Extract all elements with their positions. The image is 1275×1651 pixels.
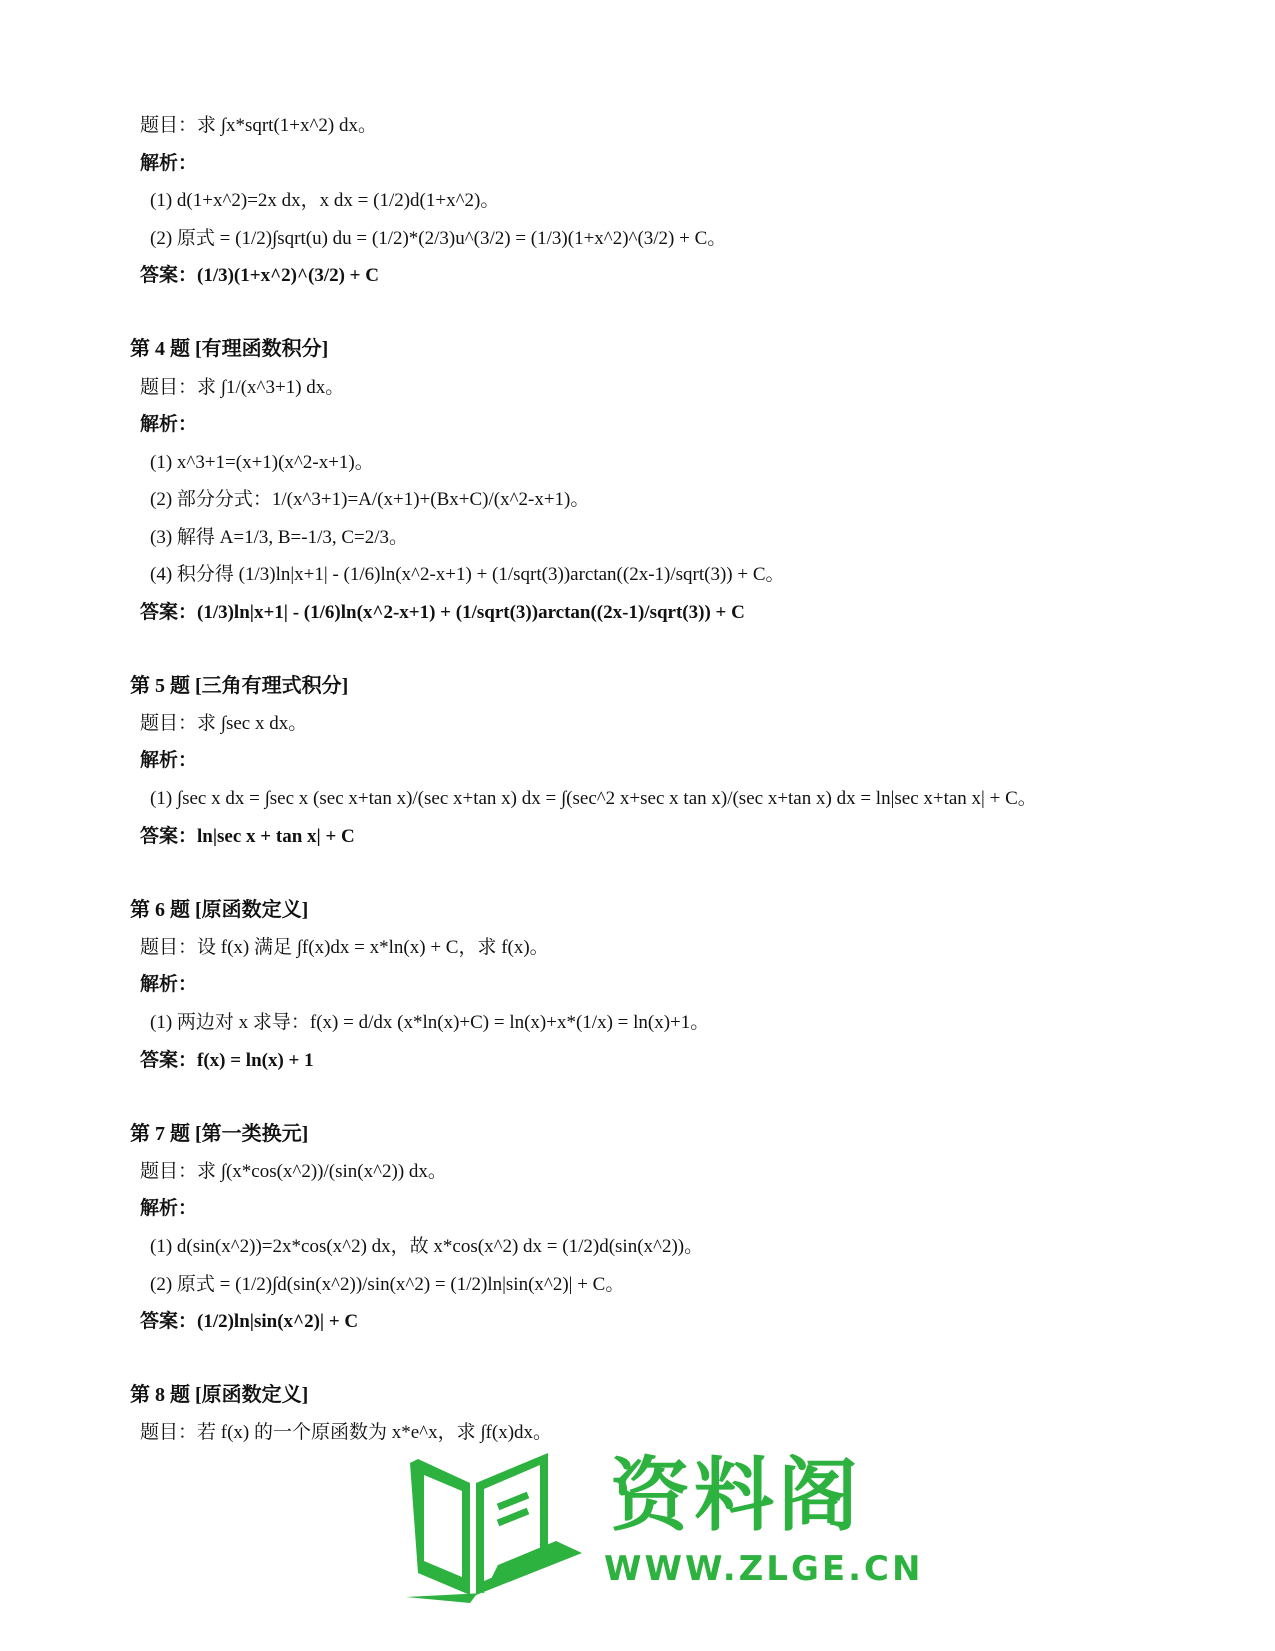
q3-step-2: (2) 原式 = (1/2)∫sqrt(u) du = (1/2)*(2/3)u^(3/2) = (1/3)(1+x^2)^(3/2) + C。 bbox=[150, 228, 727, 249]
q8-problem: 题目：若 f(x) 的一个原函数为 x*e^x，求 ∫f(x)dx。 bbox=[140, 1422, 553, 1443]
q3-problem: 题目：求 ∫x*sqrt(1+x^2) dx。 bbox=[140, 115, 377, 136]
watermark-url: WWW.ZLGE.CN bbox=[604, 1549, 924, 1589]
watermark bbox=[398, 1445, 924, 1605]
q5-step-1: (1) ∫sec x dx = ∫sec x (sec x+tan x)/(sec x+tan x) dx = ∫(sec^2 x+sec x tan x)/(sec x+tan x) dx = ln|sec x+tan x| + C。 bbox=[150, 788, 1037, 809]
q6-step-1: (1) 两边对 x 求导：f(x) = d/dx (x*ln(x)+C) = ln(x)+x*(1/x) = ln(x)+1。 bbox=[150, 1012, 710, 1033]
q7-step-2: (2) 原式 = (1/2)∫d(sin(x^2))/sin(x^2) = (1/2)ln|sin(x^2)| + C。 bbox=[150, 1274, 625, 1295]
q7-problem: 题目：求 ∫(x*cos(x^2))/(sin(x^2)) dx。 bbox=[140, 1161, 447, 1182]
q4-heading: 第 4 题 [有理函数积分] bbox=[130, 338, 329, 360]
book-logo-icon bbox=[398, 1445, 598, 1605]
q4-step-2: (2) 部分分式：1/(x^3+1)=A/(x+1)+(Bx+C)/(x^2-x+1)。 bbox=[150, 489, 590, 510]
q7-answer: 答案：(1/2)ln|sin(x^2)| + C bbox=[140, 1311, 359, 1332]
q4-analysis-label: 解析： bbox=[140, 414, 198, 435]
q6-heading: 第 6 题 [原函数定义] bbox=[130, 899, 309, 921]
q5-heading: 第 5 题 [三角有理式积分] bbox=[130, 675, 349, 697]
q7-analysis-label: 解析： bbox=[140, 1198, 198, 1219]
q6-problem: 题目：设 f(x) 满足 ∫f(x)dx = x*ln(x) + C，求 f(x)。 bbox=[140, 937, 549, 958]
q4-step-3: (3) 解得 A=1/3, B=-1/3, C=2/3。 bbox=[150, 527, 409, 548]
q4-step-1: (1) x^3+1=(x+1)(x^2-x+1)。 bbox=[150, 452, 374, 473]
q4-answer: 答案：(1/3)ln|x+1| - (1/6)ln(x^2-x+1) + (1/sqrt(3))arctan((2x-1)/sqrt(3)) + C bbox=[140, 602, 745, 623]
q3-analysis-label: 解析： bbox=[140, 153, 198, 174]
q7-step-1: (1) d(sin(x^2))=2x*cos(x^2) dx，故 x*cos(x^2) dx = (1/2)d(sin(x^2))。 bbox=[150, 1236, 704, 1257]
q7-heading: 第 7 题 [第一类换元] bbox=[130, 1123, 309, 1145]
watermark-brand: 资料阁 bbox=[610, 1449, 862, 1542]
q5-problem: 题目：求 ∫sec x dx。 bbox=[140, 713, 308, 734]
q6-answer: 答案：f(x) = ln(x) + 1 bbox=[140, 1050, 314, 1071]
q8-heading: 第 8 题 [原函数定义] bbox=[130, 1384, 309, 1406]
q4-problem: 题目：求 ∫1/(x^3+1) dx。 bbox=[140, 377, 345, 398]
q5-analysis-label: 解析： bbox=[140, 750, 198, 771]
q5-answer: 答案：ln|sec x + tan x| + C bbox=[140, 826, 355, 847]
q3-step-1: (1) d(1+x^2)=2x dx，x dx = (1/2)d(1+x^2)。 bbox=[150, 190, 500, 211]
q6-analysis-label: 解析： bbox=[140, 974, 198, 995]
q4-step-4: (4) 积分得 (1/3)ln|x+1| - (1/6)ln(x^2-x+1) + (1/sqrt(3))arctan((2x-1)/sqrt(3)) + C。 bbox=[150, 564, 785, 585]
q3-answer: 答案：(1/3)(1+x^2)^(3/2) + C bbox=[140, 265, 379, 286]
